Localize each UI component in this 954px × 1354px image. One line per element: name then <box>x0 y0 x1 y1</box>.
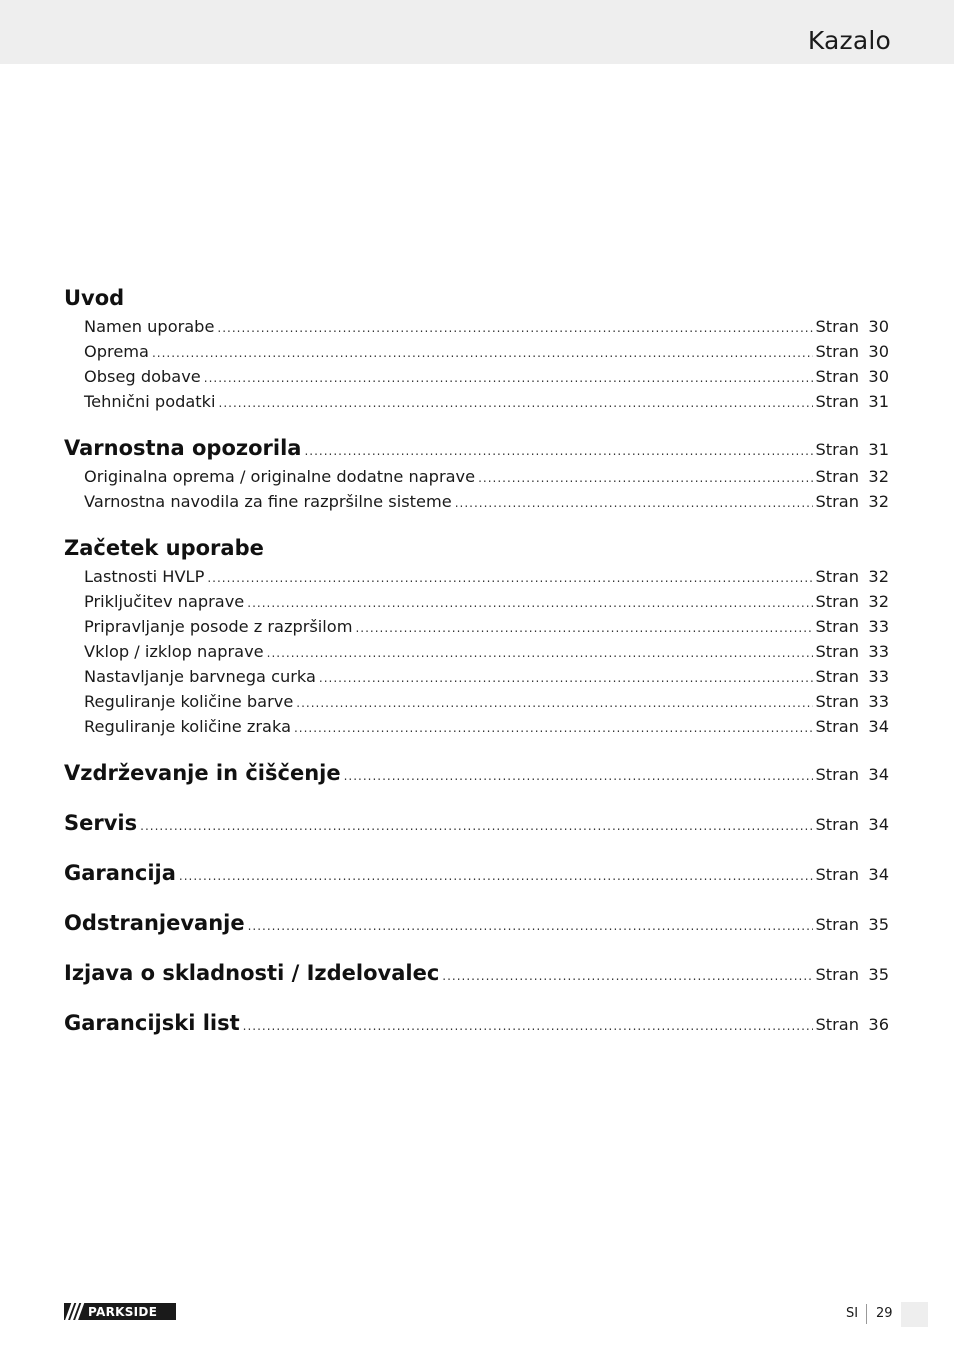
toc-entry[interactable] <box>64 464 889 489</box>
page-word: Stran <box>815 617 859 636</box>
toc-section-uvod <box>64 282 889 414</box>
dot-leader <box>344 760 813 792</box>
page-word: Stran <box>815 765 859 784</box>
page-number: 34 <box>868 717 889 736</box>
page-number: 36 <box>868 1015 889 1034</box>
toc-entry[interactable] <box>64 689 889 714</box>
page-word: Stran <box>815 367 859 386</box>
toc-entry-label: Reguliranje količine barve <box>84 692 294 711</box>
spacer <box>64 514 889 532</box>
toc-entry[interactable] <box>64 389 889 414</box>
page-number: 33 <box>868 692 889 711</box>
toc-entry-label: Oprema <box>84 342 149 361</box>
page-word: Stran <box>815 815 859 834</box>
page-number: 31 <box>868 392 889 411</box>
toc-entry[interactable] <box>64 364 889 389</box>
page-word: Stran <box>815 467 859 486</box>
toc-entry[interactable] <box>64 714 889 739</box>
dot-leader <box>319 666 813 691</box>
section-heading: Izjava o skladnosti / Izdelovalec <box>64 961 440 985</box>
page-word: Stran <box>815 392 859 411</box>
dot-leader <box>296 691 812 716</box>
dot-leader <box>152 341 813 366</box>
section-heading: Varnostna opozorila <box>64 436 302 460</box>
table-of-contents <box>64 282 889 1039</box>
dot-leader <box>248 910 813 942</box>
page-word: Stran <box>815 865 859 884</box>
page-number: 32 <box>868 467 889 486</box>
page-number: 30 <box>868 317 889 336</box>
footer-tab <box>901 1302 928 1327</box>
page-word: Stran <box>815 692 859 711</box>
toc-entry-label: Originalna oprema / originalne dodatne naprave <box>84 467 476 486</box>
toc-entry-label: Reguliranje količine zraka <box>84 717 291 736</box>
toc-section-varnostna-opozorila <box>64 432 889 514</box>
toc-entry-label: Varnostna navodila za fine razpršilne sisteme <box>84 492 452 511</box>
toc-entry-label: Pripravljanje posode z razpršilom <box>84 617 353 636</box>
toc-entry-label: Priključitev naprave <box>84 592 245 611</box>
page-number: 33 <box>868 667 889 686</box>
toc-entry-label: Nastavljanje barvnega curka <box>84 667 316 686</box>
toc-entry-label: Namen uporabe <box>84 317 215 336</box>
dot-leader <box>294 716 813 741</box>
page-number: 35 <box>868 915 889 934</box>
dot-leader <box>217 316 812 341</box>
page-title: Kazalo <box>807 26 891 55</box>
dot-leader <box>267 641 813 666</box>
page-number: 32 <box>868 592 889 611</box>
footer-divider <box>866 1304 867 1324</box>
page-word: Stran <box>815 592 859 611</box>
section-heading: Garancija <box>64 861 176 885</box>
toc-heading-entry[interactable] <box>64 907 889 939</box>
section-heading: Začetek uporabe <box>64 536 264 560</box>
page-number: 30 <box>868 367 889 386</box>
spacer <box>64 739 889 757</box>
page-word: Stran <box>815 492 859 511</box>
page-word: Stran <box>815 342 859 361</box>
page-word: Stran <box>815 317 859 336</box>
dot-leader <box>455 491 813 516</box>
dot-leader <box>243 1010 813 1042</box>
section-heading: Vzdrževanje in čiščenje <box>64 761 341 785</box>
toc-heading-entry[interactable] <box>64 857 889 889</box>
page-number: 35 <box>868 965 889 984</box>
toc-entry[interactable] <box>64 314 889 339</box>
dot-leader <box>355 616 812 641</box>
toc-heading-entry[interactable] <box>64 432 889 464</box>
dot-leader <box>219 391 813 416</box>
toc-entry[interactable] <box>64 339 889 364</box>
page-number: 30 <box>868 342 889 361</box>
toc-heading-entry[interactable] <box>64 957 889 989</box>
toc-heading-entry[interactable] <box>64 807 889 839</box>
page-number: 32 <box>868 567 889 586</box>
dot-leader <box>442 960 812 992</box>
page-number: 31 <box>868 440 889 459</box>
page-number: 32 <box>868 492 889 511</box>
toc-heading-entry[interactable] <box>64 1007 889 1039</box>
toc-entry[interactable] <box>64 564 889 589</box>
page-word: Stran <box>815 717 859 736</box>
page-number: 34 <box>868 765 889 784</box>
dot-leader <box>204 366 813 391</box>
dot-leader <box>207 566 812 591</box>
toc-section-zacetek-uporabe <box>64 532 889 739</box>
dot-leader <box>247 591 812 616</box>
section-heading: Odstranjevanje <box>64 911 245 935</box>
page-number: 33 <box>868 617 889 636</box>
toc-entry[interactable] <box>64 489 889 514</box>
logo-stripes-icon <box>64 1303 86 1320</box>
page-word: Stran <box>815 667 859 686</box>
section-heading: Servis <box>64 811 138 835</box>
toc-entry[interactable] <box>64 639 889 664</box>
page-number: 34 <box>868 815 889 834</box>
language-code: SI <box>846 1306 859 1321</box>
dot-leader <box>140 810 812 842</box>
brand-logo <box>64 1303 176 1320</box>
spacer <box>64 414 889 432</box>
brand-name: PARKSIDE <box>88 1304 158 1319</box>
page-number-footer: 29 <box>876 1306 893 1321</box>
toc-entry-label: Obseg dobave <box>84 367 201 386</box>
page-number: 33 <box>868 642 889 661</box>
page-number: 34 <box>868 865 889 884</box>
toc-entry-label: Lastnosti HVLP <box>84 567 205 586</box>
toc-entry-label: Tehnični podatki <box>84 392 216 411</box>
dot-leader <box>478 466 812 491</box>
toc-entry[interactable] <box>64 664 889 689</box>
toc-entry-label: Vklop / izklop naprave <box>84 642 264 661</box>
toc-entry[interactable] <box>64 589 889 614</box>
toc-entry[interactable] <box>64 614 889 639</box>
page-word: Stran <box>815 567 859 586</box>
page-word: Stran <box>815 440 859 459</box>
section-heading: Garancijski list <box>64 1011 240 1035</box>
page-word: Stran <box>815 642 859 661</box>
dot-leader <box>179 860 813 892</box>
page-word: Stran <box>815 965 859 984</box>
section-heading: Uvod <box>64 286 125 310</box>
dot-leader <box>304 435 812 467</box>
page-word: Stran <box>815 915 859 934</box>
page-word: Stran <box>815 1015 859 1034</box>
toc-heading-entry[interactable] <box>64 757 889 789</box>
